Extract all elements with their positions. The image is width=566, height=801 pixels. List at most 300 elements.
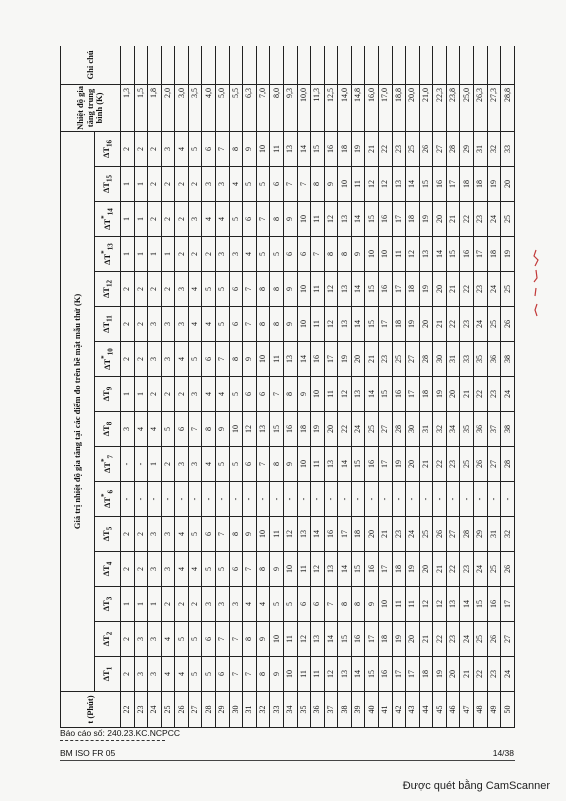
value-cell: 4 (243, 587, 257, 622)
column-header-base: ΔT (100, 147, 111, 159)
value-cell: 2 (148, 202, 162, 237)
value-cell: 14 (297, 131, 311, 166)
average-cell: 5,0 (216, 84, 230, 131)
value-cell: 15 (419, 167, 433, 202)
value-cell: 1 (134, 587, 148, 622)
value-cell: - (270, 482, 284, 517)
value-cell: 25 (487, 552, 501, 587)
value-cell: 36 (487, 342, 501, 377)
value-cell: 16 (311, 342, 325, 377)
value-cell: - (446, 482, 460, 517)
value-cell: 2 (188, 237, 202, 272)
value-cell: 1 (148, 587, 162, 622)
value-cell: 9 (351, 237, 365, 272)
value-cell: 7 (216, 517, 230, 552)
value-cell: 14 (297, 342, 311, 377)
value-cell: 37 (487, 412, 501, 447)
value-cell: 21 (433, 552, 447, 587)
column-header-dt12 (95, 272, 121, 307)
value-cell: 6 (229, 307, 243, 342)
value-cell: 1 (148, 237, 162, 272)
value-cell: 8 (338, 587, 352, 622)
table-row (487, 46, 501, 728)
report-underline (60, 740, 165, 741)
value-cell: 6 (297, 587, 311, 622)
column-header-sub: 13 (106, 243, 115, 251)
value-cell: 14 (338, 447, 352, 482)
value-cell: 9 (283, 447, 297, 482)
value-cell: 15 (365, 307, 379, 342)
value-cell: 1 (121, 202, 135, 237)
value-cell: 23 (460, 307, 474, 342)
value-cell: 19 (406, 552, 420, 587)
value-cell: 10 (256, 517, 270, 552)
time-cell: 27 (188, 692, 202, 728)
table-row (243, 46, 257, 728)
value-cell: 21 (419, 447, 433, 482)
column-header-base: ΔT (100, 182, 111, 194)
value-cell: 2 (134, 272, 148, 307)
table-row (202, 46, 216, 728)
value-cell: 21 (446, 202, 460, 237)
value-cell: 10 (297, 202, 311, 237)
time-cell: 41 (378, 692, 392, 728)
value-cell: 12 (283, 517, 297, 552)
value-cell: 14 (365, 377, 379, 412)
value-cell: 28 (460, 517, 474, 552)
value-cell: 29 (460, 131, 474, 166)
average-cell: 16,0 (365, 84, 379, 131)
value-cell: 4 (134, 412, 148, 447)
value-cell: 18 (297, 412, 311, 447)
value-cell: 6 (311, 587, 325, 622)
table-row (419, 46, 433, 728)
value-cell: 4 (256, 587, 270, 622)
value-cell: 2 (121, 517, 135, 552)
value-cell: 2 (121, 552, 135, 587)
value-cell: 17 (378, 447, 392, 482)
time-cell: 25 (161, 692, 175, 728)
note-cell (446, 46, 460, 84)
value-cell: 6 (229, 272, 243, 307)
value-cell: 10 (297, 447, 311, 482)
value-cell: 18 (460, 167, 474, 202)
value-cell: 27 (378, 412, 392, 447)
value-cell: 23 (446, 622, 460, 657)
value-cell: 5 (229, 202, 243, 237)
value-cell: 2 (121, 657, 135, 692)
value-cell: 4 (188, 272, 202, 307)
value-cell: 7 (229, 622, 243, 657)
value-cell: 16 (487, 587, 501, 622)
value-cell: 8 (229, 342, 243, 377)
value-cell: 5 (188, 342, 202, 377)
value-cell: 8 (243, 622, 257, 657)
value-cell: 11 (311, 202, 325, 237)
value-cell: 3 (148, 342, 162, 377)
value-cell: 4 (216, 202, 230, 237)
value-cell: 7 (243, 307, 257, 342)
average-cell: 10,0 (297, 84, 311, 131)
value-cell: 14 (351, 307, 365, 342)
value-cell: 27 (406, 342, 420, 377)
value-cell: 35 (460, 412, 474, 447)
value-cell: 28 (419, 342, 433, 377)
value-cell: 13 (283, 131, 297, 166)
table-row (433, 46, 447, 728)
time-cell: 30 (229, 692, 243, 728)
value-cell: 8 (256, 552, 270, 587)
note-cell (460, 46, 474, 84)
form-code: BM ISO FR 05 (60, 748, 116, 758)
value-cell: 2 (175, 202, 189, 237)
value-cell: 6 (202, 622, 216, 657)
value-cell: 20 (501, 167, 515, 202)
value-cell: 10 (311, 377, 325, 412)
note-cell (121, 46, 135, 84)
value-cell: 25 (460, 447, 474, 482)
value-cell: 2 (121, 131, 135, 166)
column-header-base: ΔT (100, 390, 111, 402)
average-cell: 28,8 (501, 84, 515, 131)
column-header-dt15 (95, 167, 121, 202)
value-cell: 12 (378, 167, 392, 202)
value-cell: 5 (216, 447, 230, 482)
value-cell: 17 (446, 167, 460, 202)
value-cell: 10 (283, 657, 297, 692)
value-cell: 4 (175, 552, 189, 587)
value-cell: 2 (134, 552, 148, 587)
value-cell: 16 (324, 131, 338, 166)
column-header-star: * (99, 458, 108, 463)
value-cell: 23 (487, 377, 501, 412)
time-cell: 45 (433, 692, 447, 728)
value-cell: 3 (216, 237, 230, 272)
value-cell: 18 (378, 622, 392, 657)
value-cell: 3 (175, 272, 189, 307)
value-cell: 24 (501, 657, 515, 692)
value-cell: 14 (311, 517, 325, 552)
note-cell (433, 46, 447, 84)
value-cell: 12 (324, 272, 338, 307)
value-cell: 14 (433, 237, 447, 272)
column-header-sub: 6 (106, 489, 115, 494)
value-cell: 12 (243, 412, 257, 447)
header-row-columns (95, 46, 121, 728)
value-cell: 13 (256, 412, 270, 447)
value-cell: 3 (229, 587, 243, 622)
value-cell: 31 (419, 412, 433, 447)
value-cell: 7 (256, 447, 270, 482)
value-cell: 1 (148, 447, 162, 482)
value-cell: 7 (216, 342, 230, 377)
value-cell: 15 (338, 622, 352, 657)
value-cell: 2 (175, 377, 189, 412)
value-cell: 17 (474, 237, 488, 272)
note-cell (487, 46, 501, 84)
value-cell: 8 (270, 272, 284, 307)
note-cell (351, 46, 365, 84)
value-cell: 9 (283, 202, 297, 237)
value-cell: - (283, 482, 297, 517)
value-cell: 19 (338, 342, 352, 377)
value-cell: 6 (229, 552, 243, 587)
value-cell: 11 (311, 307, 325, 342)
temperature-rise-table (60, 46, 515, 728)
value-cell: 13 (311, 622, 325, 657)
column-header-base: ΔT (100, 425, 111, 437)
value-cell: 8 (311, 167, 325, 202)
value-cell: 7 (243, 272, 257, 307)
value-cell: 26 (501, 307, 515, 342)
table-row (256, 46, 270, 728)
average-cell: 1,8 (148, 84, 162, 131)
value-cell: 3 (202, 587, 216, 622)
average-cell: 14,8 (351, 84, 365, 131)
value-cell: 9 (243, 131, 257, 166)
value-cell: 32 (433, 412, 447, 447)
value-cell: 25 (406, 131, 420, 166)
value-cell: 11 (270, 131, 284, 166)
value-cell: 4 (148, 412, 162, 447)
note-cell (161, 46, 175, 84)
average-cell: 3,5 (188, 84, 202, 131)
value-cell: 16 (365, 552, 379, 587)
value-cell: - (243, 482, 257, 517)
value-cell: 19 (311, 412, 325, 447)
column-header-star: * (99, 250, 108, 254)
value-cell: 4 (161, 657, 175, 692)
value-cell: 32 (487, 131, 501, 166)
value-cell: 4 (216, 377, 230, 412)
table-row (338, 46, 352, 728)
value-cell: - (161, 482, 175, 517)
value-cell: 1 (121, 587, 135, 622)
value-cell: 24 (460, 622, 474, 657)
value-cell: 3 (161, 517, 175, 552)
note-cell (297, 46, 311, 84)
time-cell: 32 (256, 692, 270, 728)
column-header-base: ΔT (101, 218, 112, 230)
column-header-sub: 3 (105, 596, 114, 601)
value-cell: 2 (134, 342, 148, 377)
average-cell: 11,3 (311, 84, 325, 131)
value-cell: 12 (324, 202, 338, 237)
value-cell: 24 (487, 272, 501, 307)
value-cell: 20 (406, 447, 420, 482)
value-cell: 15 (351, 447, 365, 482)
value-cell: 21 (446, 272, 460, 307)
value-cell: 11 (311, 657, 325, 692)
value-cell: 5 (202, 552, 216, 587)
value-cell: 9 (283, 272, 297, 307)
value-cell: 2 (134, 517, 148, 552)
value-cell: 25 (474, 622, 488, 657)
value-cell: 24 (487, 202, 501, 237)
value-cell: 8 (256, 272, 270, 307)
value-cell: 2 (161, 202, 175, 237)
table-row (365, 46, 379, 728)
value-cell: 23 (378, 342, 392, 377)
time-cell: 29 (216, 692, 230, 728)
value-cell: 2 (134, 131, 148, 166)
value-cell: 9 (270, 552, 284, 587)
value-cell: 17 (406, 657, 420, 692)
value-cell: 27 (433, 131, 447, 166)
column-header-sub: 5 (105, 526, 114, 531)
value-cell: 6 (243, 447, 257, 482)
value-cell: 30 (406, 412, 420, 447)
table-row (216, 46, 230, 728)
value-cell: 20 (365, 517, 379, 552)
value-cell: 17 (378, 307, 392, 342)
value-cell: 8 (283, 377, 297, 412)
value-cell: 23 (474, 202, 488, 237)
column-header-dt2 (95, 622, 121, 657)
time-cell: 48 (474, 692, 488, 728)
value-cell: 28 (392, 412, 406, 447)
value-cell: 18 (419, 657, 433, 692)
value-cell: 7 (311, 237, 325, 272)
value-cell: 18 (419, 377, 433, 412)
value-cell: 17 (324, 342, 338, 377)
value-cell: 13 (338, 657, 352, 692)
value-cell: 8 (202, 412, 216, 447)
value-cell: 14 (338, 552, 352, 587)
note-cell (365, 46, 379, 84)
note-cell (202, 46, 216, 84)
column-header-dt7 (95, 447, 121, 482)
value-cell: 20 (446, 377, 460, 412)
value-cell: 28 (501, 447, 515, 482)
value-cell: 21 (419, 622, 433, 657)
camscanner-watermark: Được quét bằng CamScanner (402, 780, 550, 792)
value-cell: 25 (501, 202, 515, 237)
column-header-base: ΔT (100, 565, 111, 577)
value-cell: 12 (297, 622, 311, 657)
value-cell: 3 (229, 237, 243, 272)
value-cell: 10 (256, 131, 270, 166)
value-cell: 18 (351, 517, 365, 552)
value-cell: 2 (188, 167, 202, 202)
value-cell: 24 (474, 552, 488, 587)
page-number: 14/38 (492, 748, 514, 758)
value-cell: 10 (283, 552, 297, 587)
report-number: Báo cáo số: 240.23.KC.NCPCC (60, 728, 181, 738)
note-cell (256, 46, 270, 84)
value-cell: - (134, 447, 148, 482)
value-cell: 14 (351, 202, 365, 237)
value-cell: 8 (270, 202, 284, 237)
value-cell: 3 (148, 657, 162, 692)
value-cell: 18 (392, 307, 406, 342)
value-cell: 2 (161, 272, 175, 307)
value-cell: 21 (460, 657, 474, 692)
temperature-table-frame (60, 46, 515, 728)
value-cell: 2 (121, 307, 135, 342)
column-header-sub: 14 (106, 208, 115, 216)
value-cell: 2 (121, 272, 135, 307)
value-cell: 11 (392, 587, 406, 622)
value-cell: 19 (487, 167, 501, 202)
value-cell: 2 (161, 587, 175, 622)
value-cell: 4 (229, 167, 243, 202)
value-cell: 7 (297, 167, 311, 202)
value-cell: 15 (365, 202, 379, 237)
time-cell: 23 (134, 692, 148, 728)
value-cell: 15 (351, 552, 365, 587)
value-cell: 11 (406, 587, 420, 622)
column-header-base: ΔT (100, 600, 111, 612)
value-cell: 14 (324, 622, 338, 657)
value-cell: 16 (351, 622, 365, 657)
note-cell (311, 46, 325, 84)
value-cell: 4 (175, 342, 189, 377)
value-cell: - (378, 482, 392, 517)
value-cell: 4 (202, 307, 216, 342)
value-cell: 22 (378, 131, 392, 166)
value-cell: 15 (446, 237, 460, 272)
value-cell: 12 (311, 552, 325, 587)
value-cell: 10 (365, 237, 379, 272)
value-cell: 26 (433, 517, 447, 552)
value-cell: 11 (297, 657, 311, 692)
value-cell: 9 (283, 307, 297, 342)
column-header-sub: 15 (105, 174, 114, 183)
value-cell: 13 (419, 237, 433, 272)
value-cell: 9 (243, 517, 257, 552)
value-cell: 25 (365, 412, 379, 447)
value-cell: 18 (392, 552, 406, 587)
value-cell: 13 (338, 307, 352, 342)
value-cell: 17 (501, 587, 515, 622)
value-cell: 26 (487, 622, 501, 657)
value-cell: 3 (216, 167, 230, 202)
value-cell: 5 (256, 237, 270, 272)
value-cell: 5 (161, 412, 175, 447)
average-cell: 6,3 (243, 84, 257, 131)
value-cell: 7 (283, 167, 297, 202)
note-cell (338, 46, 352, 84)
value-cell: 3 (148, 517, 162, 552)
value-cell: 33 (460, 342, 474, 377)
value-cell: - (188, 482, 202, 517)
note-cell (419, 46, 433, 84)
table-row (311, 46, 325, 728)
value-cell: 22 (433, 622, 447, 657)
time-cell: 26 (175, 692, 189, 728)
value-cell: 19 (392, 622, 406, 657)
value-cell: 11 (311, 272, 325, 307)
value-cell: 27 (446, 517, 460, 552)
value-cell: 3 (202, 167, 216, 202)
value-cell: 4 (202, 202, 216, 237)
value-cell: 23 (474, 272, 488, 307)
average-cell: 26,3 (474, 84, 488, 131)
column-header-sub: 7 (106, 454, 115, 459)
value-cell: 2 (161, 167, 175, 202)
table-row (446, 46, 460, 728)
value-cell: 3 (148, 307, 162, 342)
value-cell: 22 (338, 412, 352, 447)
value-cell: 18 (474, 167, 488, 202)
table-row (161, 46, 175, 728)
note-cell (243, 46, 257, 84)
value-cell: 12 (406, 237, 420, 272)
value-cell: 9 (365, 587, 379, 622)
value-cell: 6 (243, 377, 257, 412)
column-header-base: ΔT (100, 530, 111, 542)
